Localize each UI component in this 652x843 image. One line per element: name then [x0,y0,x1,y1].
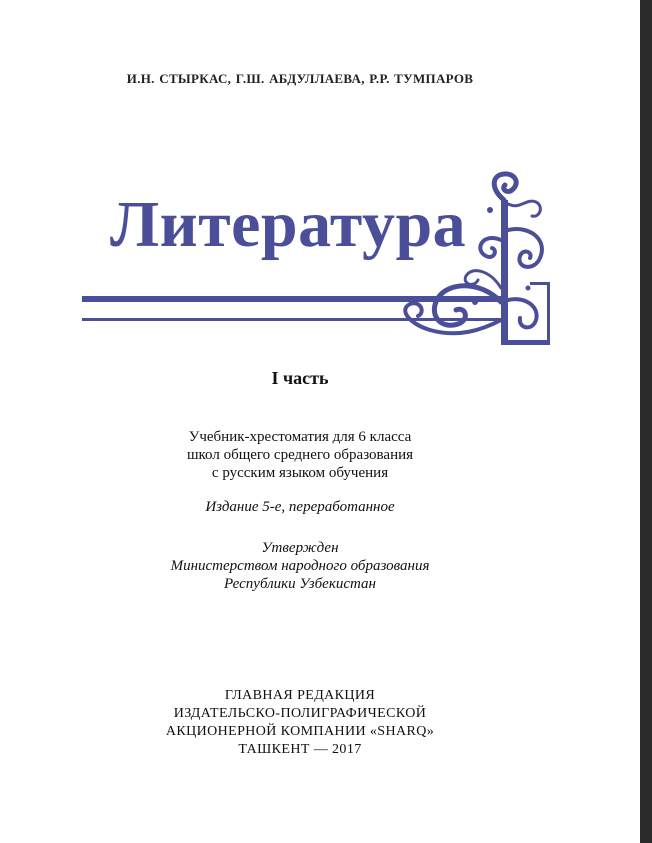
flourish-lower-scroll [434,286,501,326]
flourish-dot [472,299,478,305]
approval-line: Утвержден [261,540,339,556]
publisher-line: АКЦИОНЕРНОЙ КОМПАНИИ «SHARQ» [165,724,435,739]
book-title: Литература [110,188,467,261]
flourish-inner-leaf [465,271,501,288]
flourish-bottom-sweep [405,303,501,333]
decorative-flourish [370,170,560,350]
frame-bar-bottom [501,340,550,345]
flourish-left-curl [480,238,501,257]
purpose-line: Учебник-хрестоматия для 6 класса [188,429,412,445]
approval-line: Министерством народного образования [170,558,430,574]
edition-note: Издание 5-е, переработанное [205,499,395,515]
flourish-top-scroll [494,174,516,200]
publisher-line: ГЛАВНАЯ РЕДАКЦИЯ [224,688,376,703]
frame-bar-vertical [501,200,508,345]
flourish-right-lower [508,299,537,327]
flourish-dot [487,207,493,213]
flourish-top-curl [508,201,540,216]
part-label: I часть [271,368,329,388]
approval-block [0,539,600,593]
approval-line: Республики Узбекистан [224,576,376,592]
authors-line: И.Н. СТЫРКАС, Г.Ш. АБДУЛЛАЕВА, Р.Р. ТУМПАРОВ [126,71,474,86]
publisher-line: ИЗДАТЕЛЬСКО-ПОЛИГРАФИЧЕСКОЙ [173,706,427,721]
purpose-line: с русским языком обучения [211,465,389,481]
publisher-block [0,687,600,759]
flourish-right-curl [508,229,542,267]
frame-bar-top-thin [530,282,550,285]
purpose-block [0,428,600,482]
publisher-line: ТАШКЕНТ — 2017 [238,742,362,757]
frame-bar-vertical-thin [547,282,550,345]
purpose-line: школ общего среднего образования [186,447,414,463]
flourish-dot [526,286,531,291]
